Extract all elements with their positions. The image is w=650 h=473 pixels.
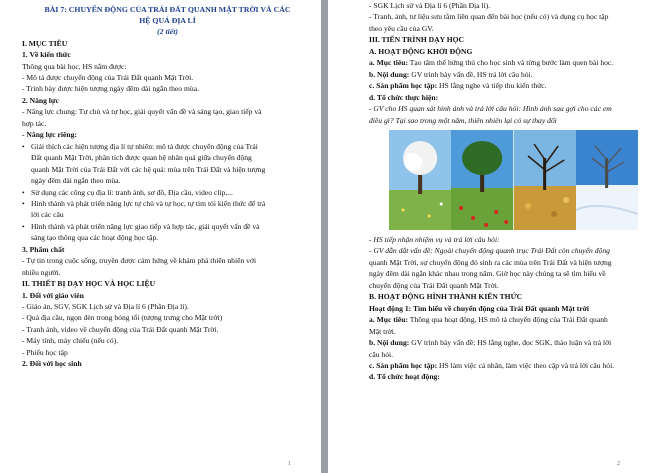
text-line [369, 57, 642, 68]
bullet-icon: • [22, 198, 25, 208]
text-line: 1. Về kiến thức [22, 50, 71, 60]
lesson-duration: (2 tiết) [157, 27, 178, 37]
text-line: - Tự tin trong cuộc sống, truyền được cảm hứng về khám phá thiên nhiên với [22, 256, 257, 266]
document-page-1 [0, 0, 321, 473]
line-label: c. Sản phẩm học tập: [369, 360, 438, 370]
text-line: III. TIẾN TRÌNH DẠY HỌC [369, 35, 465, 45]
text-line: - GV cho HS quan sát hình ảnh và trả lời câu hỏi: Hình ảnh sau gợi cho các em [369, 104, 612, 114]
text-line: II. THIẾT BỊ DẠY HỌC VÀ HỌC LIỆU [22, 279, 156, 289]
text-line: Mặt trời. [369, 326, 396, 336]
line-label: c. Sản phẩm học tập: [369, 81, 438, 91]
text-line: B. HOẠT ĐỘNG HÌNH THÀNH KIẾN THỨC [369, 292, 523, 302]
text-line: - Phiếu học tập [22, 347, 68, 357]
text-line: Thông qua bài học, HS nắm được: [22, 61, 127, 71]
four-seasons-image [389, 130, 638, 230]
line-text: Hình thành và phát triển năng lực tự chủ và tự học, tự tìm tòi kiến thức để trả [31, 198, 266, 208]
text-line: - HS tiếp nhận nhiệm vụ và trả lời câu hỏi: [369, 234, 500, 244]
text-line: điều gì? Tại sao trong một năm, thiên nhiên lại có sự thay đổi [369, 115, 557, 125]
text-line [22, 141, 313, 152]
text-line: d. Tổ chức thực hiện: [369, 92, 439, 102]
text-line [22, 221, 313, 232]
text-line: hợp tác. [22, 118, 47, 128]
line-text: HS lắng nghe và tiếp thu kiến thức. [437, 81, 547, 91]
page-2-body-bottom [369, 234, 642, 383]
line-label: a. Mục tiêu: [369, 315, 409, 325]
spring-tree-photo [389, 130, 451, 230]
line-label: b. Nội dung: [369, 338, 410, 348]
line-label: b. Nội dung: [369, 69, 410, 79]
line-text: Thông qua hoạt động, HS mô tả chuyển động của Trái Đất quanh [408, 315, 608, 325]
text-line: chuyển động của Trái Đất quanh Mặt Trời. [369, 280, 499, 290]
line-text: Giải thích các hiện tượng địa lí tự nhiên: mô tả được chuyển động của Trái [31, 141, 258, 151]
lesson-title-line-1: BÀI 7: CHUYỂN ĐỘNG CỦA TRÁI ĐẤT QUANH MẶT TRỜI VÀ CÁC [44, 5, 291, 14]
bullet-icon: • [22, 187, 25, 197]
text-line: câu hỏi. [369, 349, 394, 359]
text-line: I. MỤC TIÊU [22, 38, 68, 48]
line-text: GV trình bày vấn đề, HS trả lời câu hỏi. [409, 69, 533, 79]
page-number-2: 2 [617, 461, 620, 467]
text-line: quanh Mặt Trời của Trái Đất với các hệ quả: mùa trên Trái Đất và hiện tượng [31, 164, 266, 174]
text-line: - SGK Lịch sử và Địa lí 6 (Phần Địa lí). [369, 1, 491, 10]
text-line: ngày đêm dài ngắn khác nhau trong năm. Giờ học này chúng ta sẽ tìm hiểu về [369, 269, 606, 279]
text-line: - Tranh, ảnh, tư liệu sưu tầm liên quan đến bài học (nếu có) và dụng cụ học tập [369, 12, 609, 22]
text-line [22, 187, 313, 198]
text-line [369, 69, 642, 80]
lesson-title-line-2: HỆ QUẢ ĐỊA LÍ [139, 16, 196, 26]
text-line: - Năng lực riêng: [22, 130, 77, 140]
page-number-1: 1 [288, 461, 291, 467]
text-line: lời các câu [31, 210, 64, 220]
text-line: - Máy tính, máy chiếu (nếu có). [22, 336, 119, 346]
line-label: a. Mục tiêu: [369, 58, 409, 68]
text-line: sáng tạo thông qua các hoạt động học tập. [31, 233, 159, 243]
line-text: HS làm việc cá nhân, làm việc theo cặp và trả lời câu hỏi. [437, 360, 615, 370]
text-line: quanh Mặt Trời, sự chuyển động đó sinh ra các mùa trên Trái Đất và hiện tượng [369, 257, 612, 267]
bullet-icon: • [22, 141, 25, 151]
text-line: - GV dẫn dắt vấn đề: Ngoài chuyển động quanh trục Trái Đất còn chuyển động [369, 246, 610, 256]
text-line: nhiều người. [22, 267, 61, 277]
page-1-body [22, 38, 313, 370]
text-line: ngày đêm dài ngắn theo mùa. [31, 176, 121, 186]
text-line [369, 80, 642, 91]
text-line: d. Tổ chức hoạt động: [369, 372, 440, 382]
winter-tree-photo [576, 130, 638, 230]
page-2-body-top [369, 0, 642, 126]
text-line [369, 337, 642, 348]
text-line: - Giáo án, SGV, SGK Lịch sử và Địa lí 6 (Phần Địa lí). [22, 302, 189, 312]
text-line: 1. Đối với giáo viên [22, 290, 84, 300]
text-line: Đất quanh Mặt Trời, phân tích được quan hệ nhân quả giữa chuyển động [31, 153, 252, 163]
bullet-icon: • [22, 221, 25, 231]
text-line: 3. Phẩm chất [22, 244, 65, 254]
text-line: 2. Năng lực [22, 95, 59, 105]
text-line: - Năng lực chung: Tự chủ và tự học, giải quyết vấn đề và sáng tạo, giao tiếp và [22, 107, 262, 117]
text-line: - Trình bày được hiện tượng ngày đêm dài ngắn theo mùa. [22, 84, 199, 94]
text-line: - Quả địa cầu, ngọn đèn trong bóng tối (tượng trưng cho Mặt trời) [22, 313, 223, 323]
text-line [369, 314, 642, 325]
autumn-tree-photo [514, 130, 576, 230]
text-line [369, 360, 642, 371]
text-line: theo yêu cầu của GV. [369, 23, 434, 33]
text-line: - Tranh ảnh, video về chuyển động của Trái Đất quanh Mặt Trời. [22, 324, 219, 334]
text-line: - Mô tả được chuyển động của Trái Đất quanh Mặt Trời. [22, 72, 194, 82]
text-line: Hoạt động 1: Tìm hiểu về chuyển động của Trái Đất quanh Mặt trời [369, 303, 590, 313]
document-page-2 [328, 0, 650, 473]
summer-tree-photo [451, 130, 513, 230]
line-text: Hình thành và phát triển năng lực giao tiếp và hợp tác, giải quyết vấn đề và [31, 221, 260, 231]
text-line: A. HOẠT ĐỘNG KHỞI ĐỘNG [369, 46, 473, 56]
text-line: 2. Đối với học sinh [22, 359, 82, 369]
line-text: GV trình bày vấn đề; HS lắng nghe, đọc SGK, thảo luận và trả lời [409, 338, 612, 348]
line-text: Tạo tâm thế hứng thú cho học sinh và từng bước làm quen bài học. [408, 58, 614, 68]
line-text: Sử dụng các công cụ địa lí: tranh ảnh, sơ đồ, Địa cầu, video clip,... [31, 187, 233, 197]
text-line [22, 198, 313, 209]
